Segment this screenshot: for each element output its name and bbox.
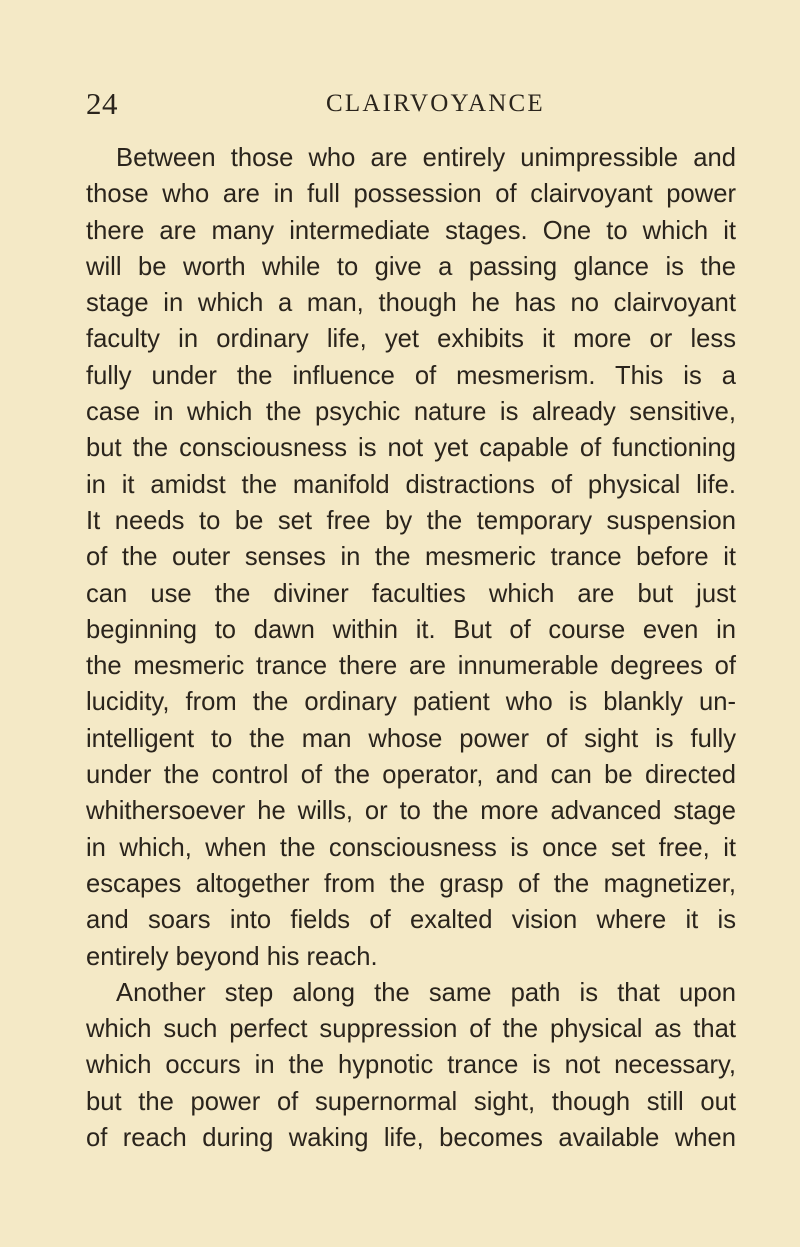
text-line: in it amidst the manifold distractions of physical life. [86,470,736,499]
text-line: fully under the influence of mesmerism. This is a [86,361,736,390]
text-line: intelligent to the man whose power of sight is fully [86,724,736,753]
text-line: whithersoever he wills, or to the more advanced stage [86,797,736,826]
text-line: It needs to be set free by the temporary suspension [86,506,736,535]
page-header [0,84,800,124]
text-line: of the outer senses in the mesmeric trance before it [86,543,736,572]
text-line: will be worth while to give a passing glance is the [86,252,736,281]
running-head: CLAIRVOYANCE [326,90,545,117]
text-line: and soars into fields of exalted vision where it is [86,906,736,935]
paragraph-1 [86,140,736,975]
text-line: but the power of supernormal sight, though still out [86,1087,736,1116]
text-line: Between those who are entirely unimpressible and [116,144,736,172]
text-line: the mesmeric trance there are innumerable degrees of [86,652,736,681]
text-line: which such perfect suppression of the physical as that [86,1015,736,1044]
text-line: escapes altogether from the grasp of the magnetizer, [86,869,736,898]
text-line: but the consciousness is not yet capable of functioning [86,434,736,463]
text-line: stage in which a man, though he has no clairvoyant [86,289,736,318]
body-text [86,140,736,1156]
text-line: faculty in ordinary life, yet exhibits it more or less [86,325,736,354]
text-line: in which, when the consciousness is once set free, it [86,833,736,862]
page-number: 24 [86,86,118,121]
text-line: of reach during waking life, becomes available when [86,1124,736,1153]
text-line: Another step along the same path is that upon [116,978,736,1007]
text-line: under the control of the operator, and can be directed [86,761,736,790]
text-line: those who are in full possession of clairvoyant power [86,180,736,209]
text-line: case in which the psychic nature is already sensitive, [86,398,736,427]
text-line: lucidity, from the ordinary patient who is blankly un- [86,688,736,717]
text-line: there are many intermediate stages. One to which it [86,216,736,245]
text-line: which occurs in the hypnotic trance is not necessary, [86,1051,736,1080]
text-line: can use the diviner faculties which are but just [86,579,736,608]
text-line: entirely beyond his reach. [86,942,378,971]
paragraph-2 [86,975,736,1156]
text-line: beginning to dawn within it. But of course even in [86,615,736,644]
